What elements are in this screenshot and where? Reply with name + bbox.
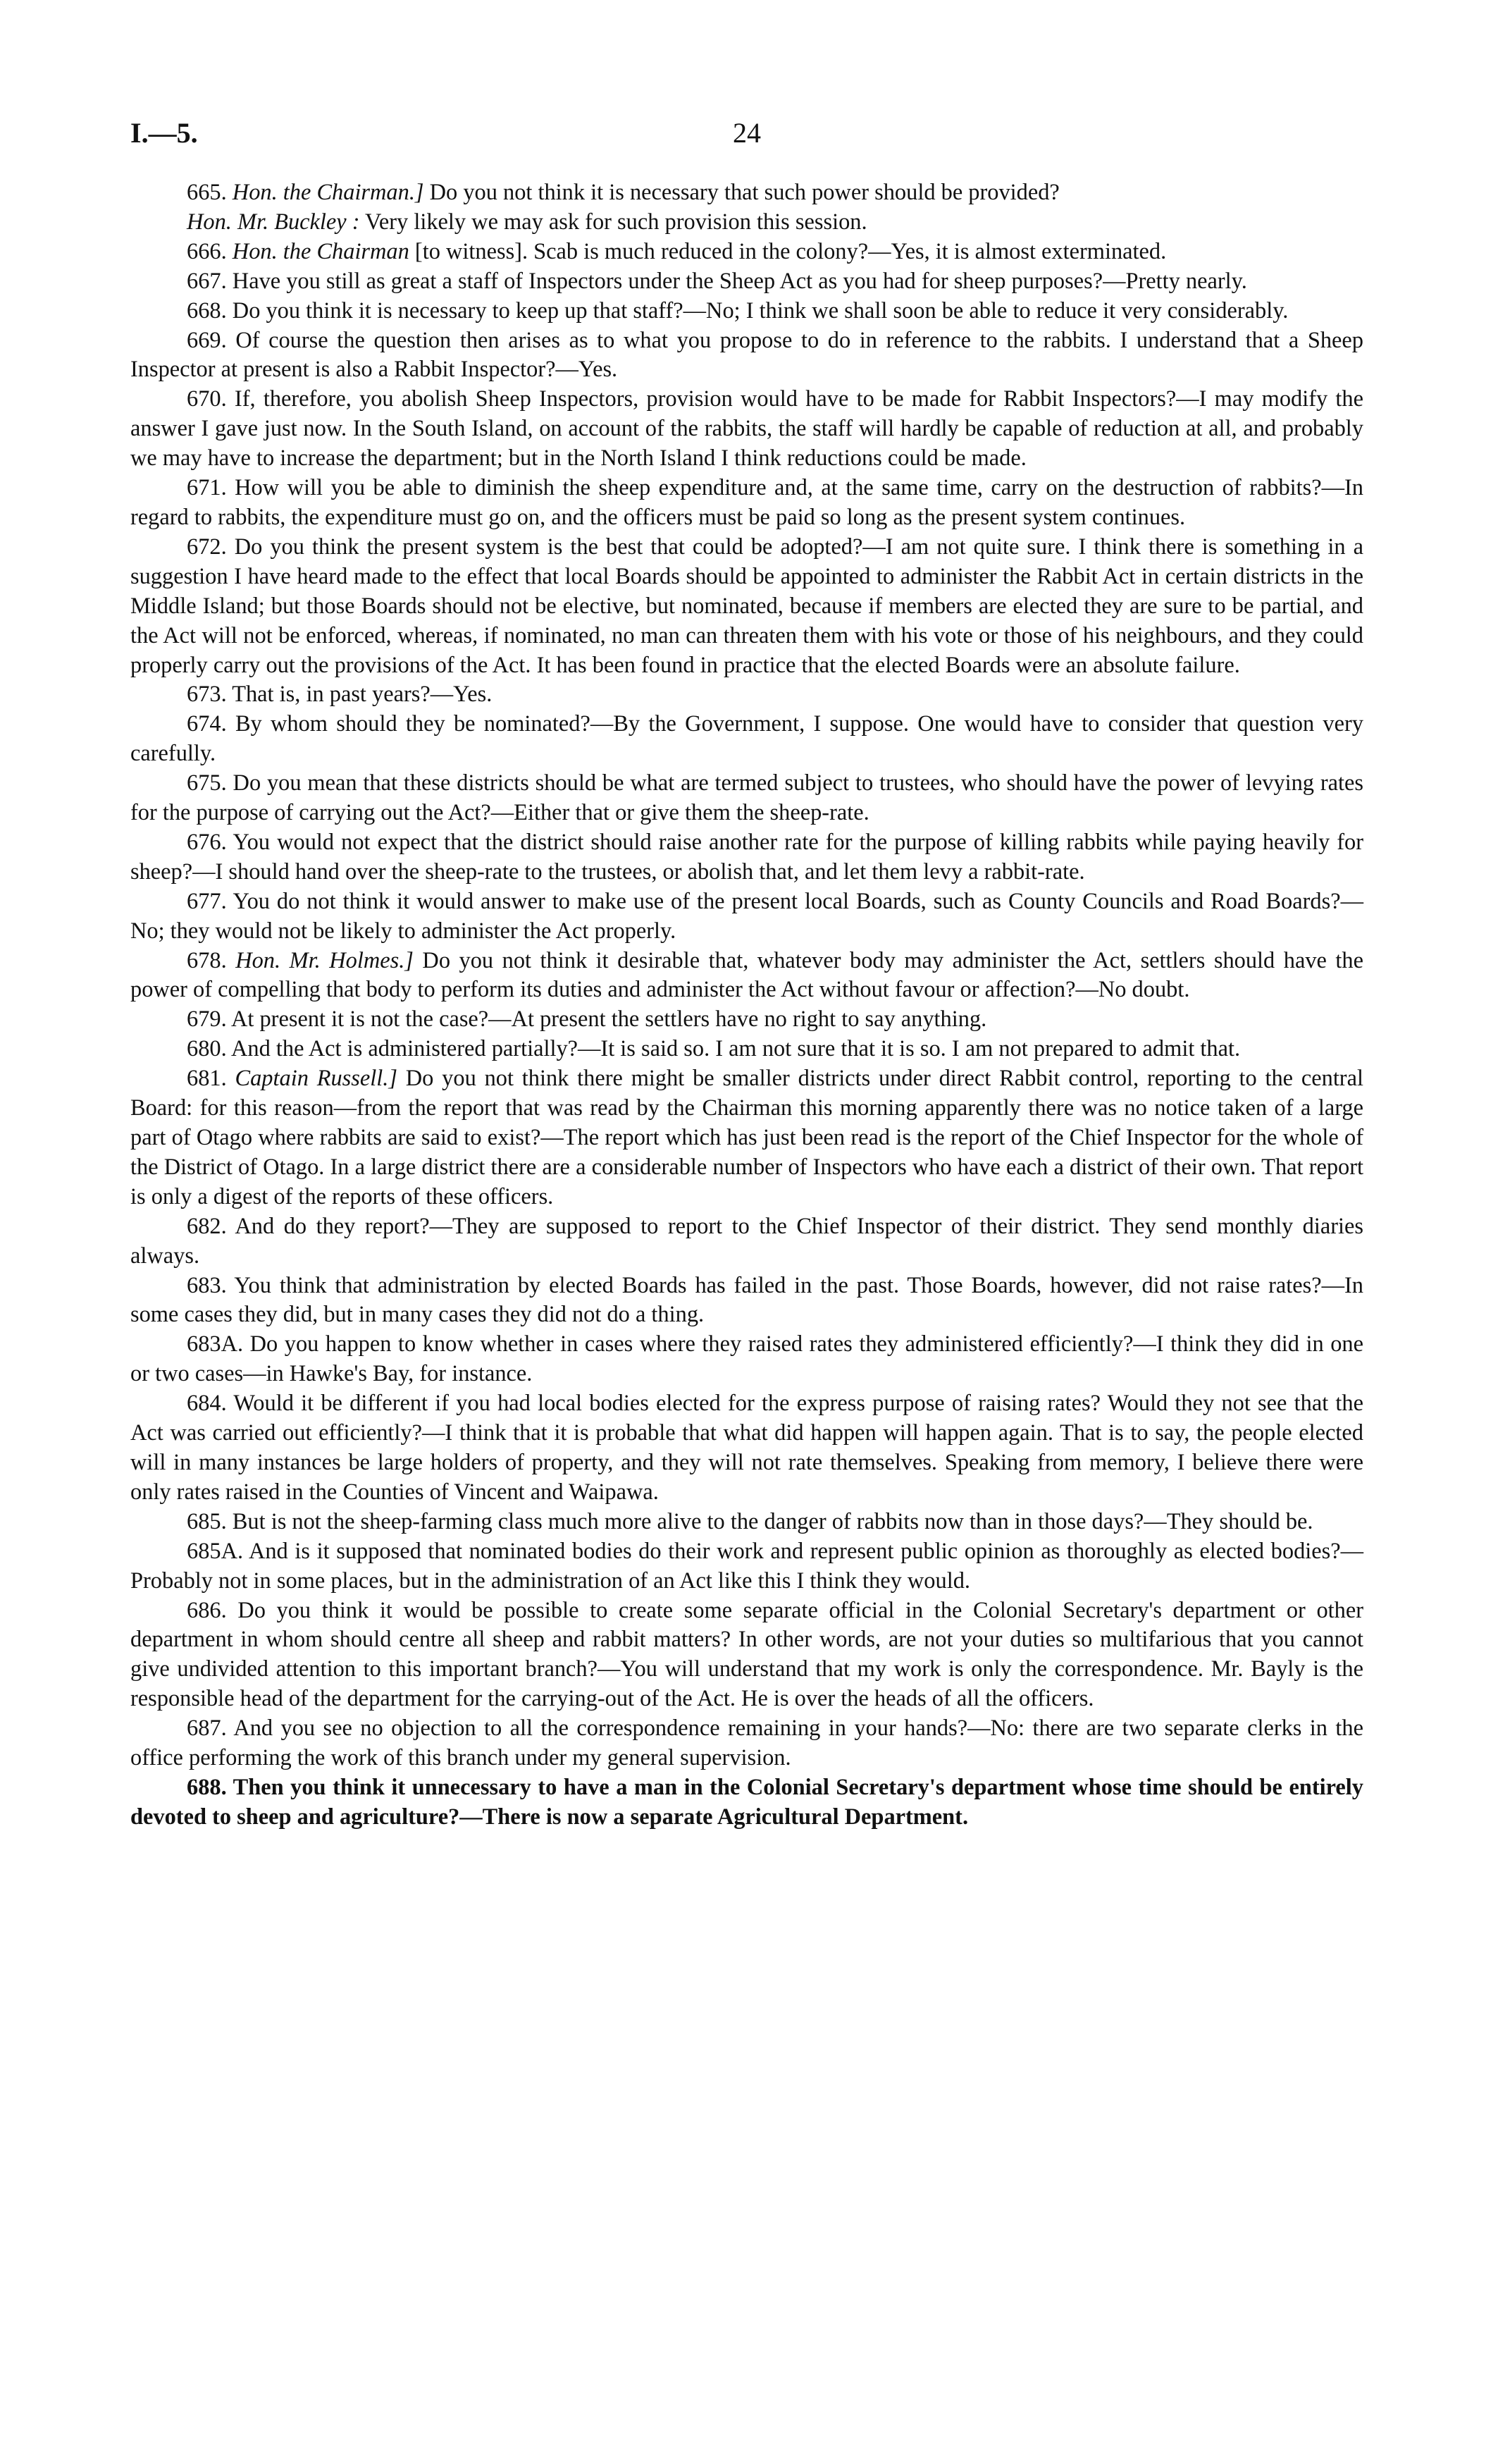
paragraph-text: [to witness]. Scab is much reduced in the colony?—Yes, it is almost exterminated.	[409, 238, 1167, 264]
evidence-paragraph	[130, 297, 1363, 326]
question-number: 685.	[187, 1508, 227, 1534]
evidence-paragraph	[130, 1596, 1363, 1715]
question-number: 665.	[187, 180, 227, 205]
question-number: 668.	[187, 297, 227, 324]
evidence-paragraph	[130, 710, 1363, 769]
evidence-paragraph	[130, 1271, 1363, 1331]
evidence-paragraph	[130, 1508, 1363, 1537]
question-number: 688.	[187, 1774, 227, 1800]
paragraph-text: But is not the sheep-farming class much more alive to the danger of rabbits now than in those days?—They should be.	[232, 1508, 1313, 1534]
evidence-paragraph	[130, 533, 1363, 681]
paragraph-text: You would not expect that the district should raise another rate for the purpose of killing rabbits while paying heavily for sheep?—I should hand over the sheep-rate to the trustees, or abolish that, and let them levy a rabbit-rate.	[130, 829, 1363, 885]
paragraph-text: And the Act is administered partially?—It is said so. I am not sure that it is so. I am not prepared to admit that.	[231, 1036, 1241, 1062]
evidence-paragraph	[130, 208, 1363, 238]
paragraph-text: Would it be different if you had local bodies elected for the express purpose of raising rates? Would they not see that the Act was carried out efficiently?—I think that it is probable that what did happen will happen again. That is to say, the people elected will in many instances be large holders of property, and they will not rate themselves. Speaking from memory, I believe there were only rates raised in the Counties of Vincent and Waipawa.	[130, 1391, 1363, 1505]
question-number: 667.	[187, 268, 227, 294]
question-number: 687.	[187, 1715, 227, 1742]
evidence-paragraph	[130, 1537, 1363, 1596]
question-number: 669.	[187, 327, 227, 353]
document-page	[130, 116, 1363, 1832]
evidence-text	[130, 178, 1363, 1832]
paragraph-text: And do they report?—They are supposed to report to the Chief Inspector of their district. They send monthly diaries always.	[130, 1213, 1363, 1269]
question-number: 683.	[187, 1272, 227, 1298]
paragraph-text: How will you be able to diminish the sheep expenditure and, at the same time, carry on the destruction of rabbits?—In regard to rabbits, the expenditure must go on, and the officers must be paid so long as the present system continues.	[130, 475, 1363, 530]
speaker-lead: Hon. Mr. Holmes.]	[235, 947, 414, 973]
question-number: 680.	[187, 1036, 227, 1062]
paragraph-text: By whom should they be nominated?—By the Government, I suppose. One would have to consider that question very carefully.	[130, 711, 1363, 767]
question-number: 675.	[187, 770, 227, 796]
question-number: 682.	[187, 1213, 227, 1239]
question-number: 666.	[187, 238, 227, 264]
question-number: 673.	[187, 682, 227, 708]
evidence-paragraph	[130, 947, 1363, 1006]
speaker-lead: Captain Russell.]	[235, 1066, 397, 1092]
paragraph-text: And you see no objection to all the correspondence remaining in your hands?—No: there are two separate clerks in the office performing the work of this branch under my general supervision.	[130, 1715, 1363, 1771]
speaker-lead: Hon. the Chairman	[232, 238, 409, 264]
paragraph-text: Then you think it unnecessary to have a man in the Colonial Secretary's department whose time should be entirely devoted to sheep and agriculture?—There is now a separate Agricultural Department.	[130, 1774, 1363, 1830]
paragraph-text: You think that administration by elected Boards has failed in the past. Those Boards, however, did not raise rates?—In some cases they did, but in many cases they did not do a thing.	[130, 1272, 1363, 1328]
question-number: 672.	[187, 534, 227, 560]
paragraph-text: Have you still as great a staff of Inspectors under the Sheep Act as you had for sheep purposes?—Pretty nearly.	[232, 268, 1247, 294]
paragraph-text: And is it supposed that nominated bodies do their work and represent public opinion as thoroughly as elected bodies?—Probably not in some places, but in the administration of an Act like this I think they would.	[130, 1538, 1364, 1594]
evidence-paragraph	[130, 326, 1363, 386]
evidence-paragraph	[130, 385, 1363, 474]
question-number: 674.	[187, 711, 227, 737]
evidence-paragraph	[130, 680, 1363, 710]
evidence-paragraph	[130, 828, 1363, 887]
page-number: 24	[733, 117, 761, 149]
question-number: 681.	[187, 1066, 227, 1092]
evidence-paragraph	[130, 238, 1363, 267]
paragraph-text: Very likely we may ask for such provision this session.	[359, 209, 867, 235]
question-number: 678.	[187, 947, 227, 973]
evidence-paragraph	[130, 1212, 1363, 1271]
paragraph-text: If, therefore, you abolish Sheep Inspectors, provision would have to be made for Rabbit Inspectors?—I may modify the answer I gave just now. In the South Island, on account of the rabbits, the staff will hardly be capable of reduction at all, and probably we may have to increase the department; but in the North Island I think reductions could be made.	[130, 386, 1363, 472]
evidence-paragraph	[130, 1389, 1363, 1508]
evidence-paragraph	[130, 887, 1363, 947]
paragraph-text: At present it is not the case?—At present the settlers have no right to say anything.	[231, 1006, 987, 1033]
question-number: 679.	[187, 1006, 227, 1033]
speaker-lead: Hon. the Chairman.]	[232, 180, 424, 205]
question-number: 677.	[187, 888, 227, 914]
paragraph-text: Do you happen to know whether in cases where they raised rates they administered efficiently?—I think they did in one or two cases—in Hawke's Bay, for instance.	[130, 1331, 1363, 1387]
evidence-paragraph	[130, 1064, 1363, 1212]
paragraph-text: Do you think it is necessary to keep up that staff?—No; I think we shall soon be able to reduce it very considerably.	[232, 297, 1289, 324]
speaker-lead: Hon. Mr. Buckley :	[187, 209, 360, 235]
question-number: 686.	[187, 1597, 227, 1623]
question-number: 685A.	[187, 1538, 244, 1564]
paragraph-text: Do you not think there might be smaller districts under direct Rabbit control, reporting to the central Board: for this reason—from the report that was read by the Chairman this morning apparently there was no notice taken of a large part of Otago where rabbits are said to exist?—The report which has just been read is the report of the Chief Inspector for the whole of the District of Otago. In a large district there are a considerable number of Inspectors who have each a district of their own. That report is only a digest of the reports of these officers.	[130, 1066, 1363, 1209]
paragraph-text: Of course the question then arises as to what you propose to do in reference to the rabbits. I understand that a Sheep Inspector at present is also a Rabbit Inspector?—Yes.	[130, 327, 1363, 383]
evidence-paragraph	[130, 1035, 1363, 1064]
evidence-paragraph	[130, 769, 1363, 828]
question-number: 671.	[187, 475, 227, 501]
question-number: 683A.	[187, 1331, 244, 1357]
evidence-paragraph	[130, 1773, 1363, 1832]
evidence-paragraph	[130, 1330, 1363, 1389]
paragraph-text: Do you mean that these districts should be what are termed subject to trustees, who should have the power of levying rates for the purpose of carrying out the Act?—Either that or give them the sheep-rate.	[130, 770, 1363, 826]
paragraph-text: Do you not think it desirable that, whatever body may administer the Act, settlers should have the power of compelling that body to perform its duties and administer the Act without favour or affection?—No doubt.	[130, 947, 1363, 1003]
paper-reference: I.—5.	[130, 117, 198, 149]
evidence-paragraph	[130, 178, 1363, 208]
paragraph-text: Do you think the present system is the best that could be adopted?—I am not quite sure. I think there is something in a suggestion I have heard made to the effect that local Boards should be appointed to administer the Rabbit Act in certain districts in the Middle Island; but those Boards should not be elective, but nominated, because if members are elected they are sure to be partial, and the Act will not be enforced, whereas, if nominated, no man can threaten them with his vote or those of his neighbours, and they could properly carry out the provisions of the Act. It has been found in practice that the elected Boards were an absolute failure.	[130, 534, 1363, 678]
paragraph-text: Do you think it would be possible to create some separate official in the Colonial Secretary's department or other department in whom should centre all sheep and rabbit matters? In other words, are not your duties so multifarious that you cannot give undivided attention to this important branch?—You will understand that my work is only the correspondence. Mr. Bayly is the responsible head of the department for the carrying-out of the Act. He is over the heads of all the officers.	[130, 1597, 1363, 1712]
question-number: 670.	[187, 386, 227, 412]
paragraph-text: That is, in past years?—Yes.	[232, 682, 493, 708]
evidence-paragraph	[130, 1714, 1363, 1773]
evidence-paragraph	[130, 1005, 1363, 1035]
evidence-paragraph	[130, 474, 1363, 533]
paragraph-text: Do you not think it is necessary that such power should be provided?	[423, 180, 1060, 205]
paragraph-text: You do not think it would answer to make use of the present local Boards, such as County Councils and Road Boards?—No; they would not be likely to administer the Act properly.	[130, 888, 1363, 944]
question-number: 676.	[187, 829, 227, 855]
page-header	[130, 116, 1363, 166]
evidence-paragraph	[130, 267, 1363, 297]
question-number: 684.	[187, 1391, 227, 1417]
